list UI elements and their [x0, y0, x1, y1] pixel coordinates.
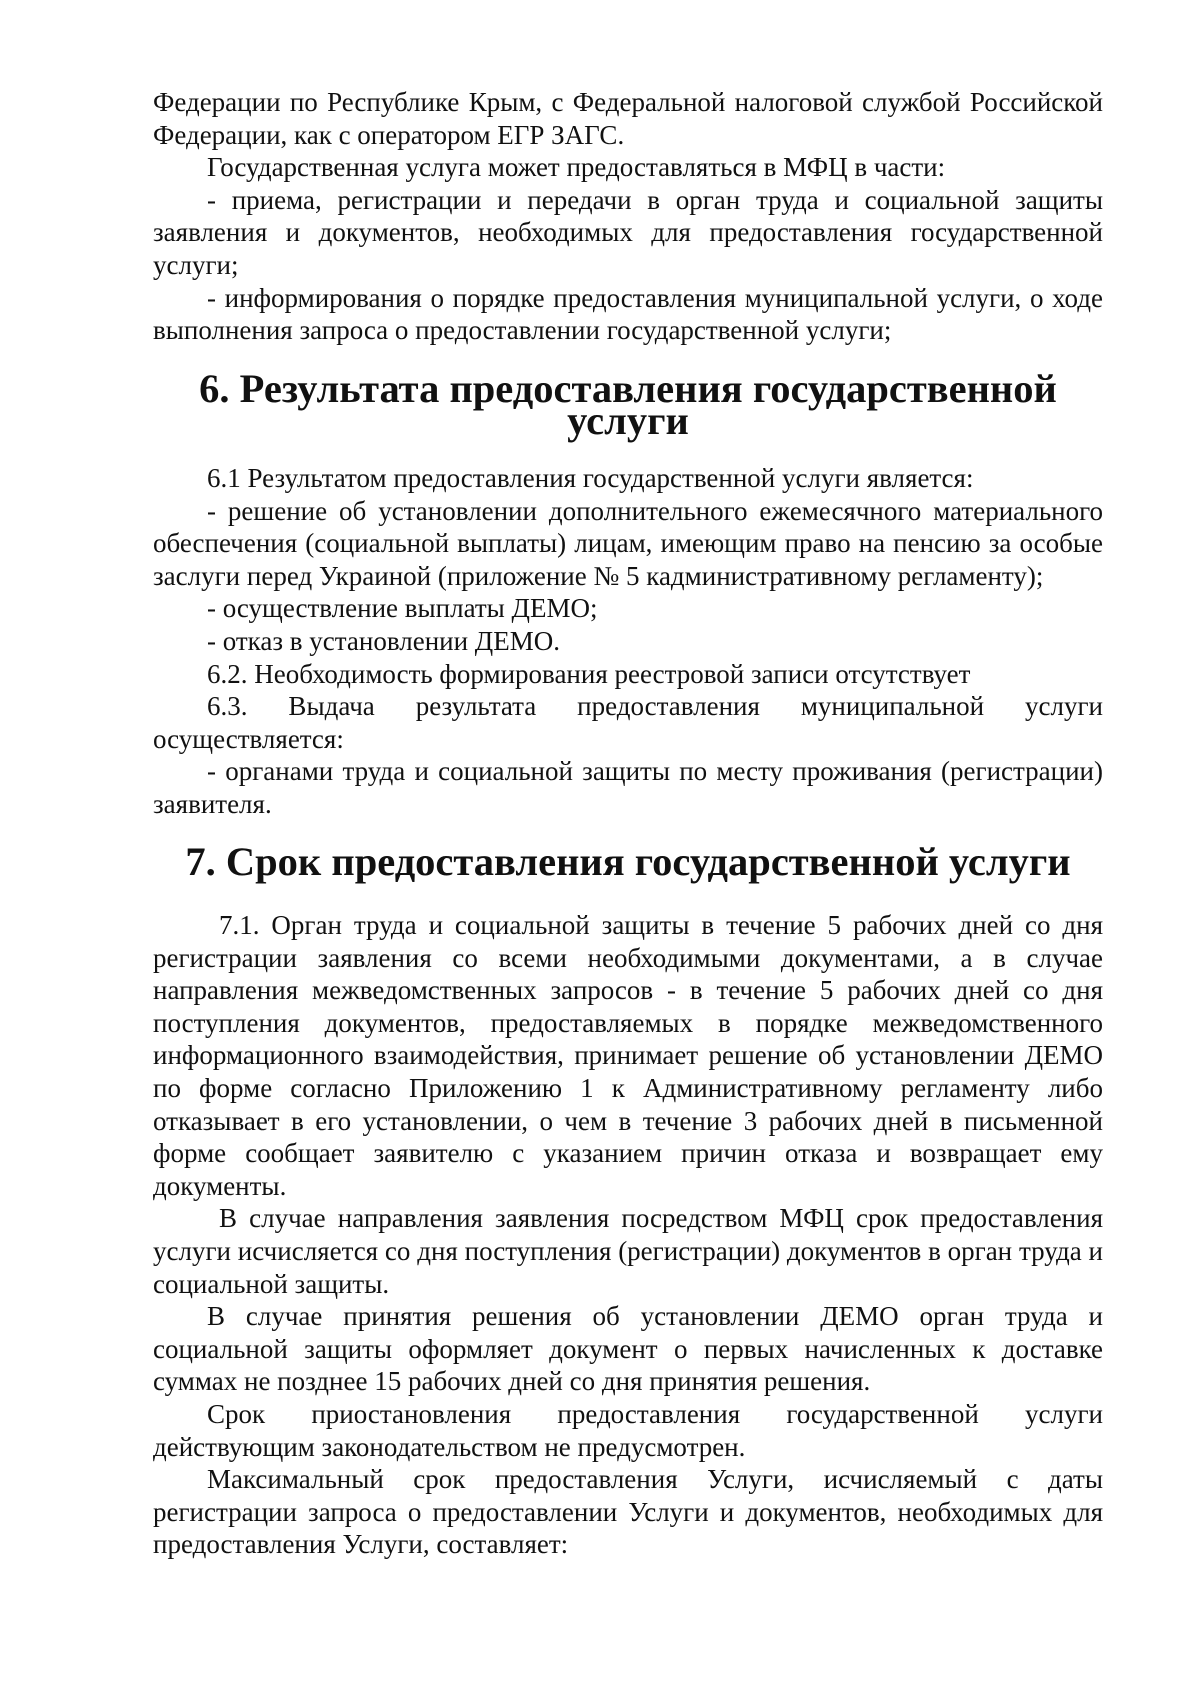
section-7-paragraph-1: 7.1. Орган труда и социальной защиты в течение 5 рабочих дней со дня регистрации заявления со всеми необходимыми документами, а в случае направления межведомственных запросов - в течение 5 рабочих дней со дня поступления документов, предоставляемых в порядке межведомственного информационного взаимодействия, принимает решение об установлении ДЕМО по форме согласно Приложению 1 к Административному регламенту либо отказывает в его установлении, о чем в течение 3 рабочих дней в письменной форме сообщает заявителю с указанием причин отказа и возвращает ему документы. [153, 910, 1103, 1201]
intro-paragraph-1: Федерации по Республике Крым, с Федеральной налоговой службой Российской Федерации, как с оператором ЕГР ЗАГС. [153, 87, 1103, 150]
intro-paragraph-4: - информирования о порядке предоставления муниципальной услуги, о ходе выполнения запроса о предоставлении государственной услуги; [153, 282, 1103, 346]
section-7-paragraph-3: В случае принятия решения об установлении ДЕМО орган труда и социальной защиты оформляет документ о первых начисленных к доставке суммах не позднее 15 рабочих дней со дня принятия решения. [153, 1301, 1103, 1397]
section-6-paragraph-7: - органами труда и социальной защиты по месту проживания (регистрации) заявителя. [153, 756, 1103, 819]
section-6-paragraph-4: - отказ в установлении ДЕМО. [207, 625, 560, 656]
section-6-paragraph-1: 6.1 Результатом предоставления государственной услуги является: [207, 462, 974, 493]
intro-paragraph-3: - приема, регистрации и передачи в орган труда и социальной защиты заявления и документов, необходимых для предоставления государственной услуги; [153, 184, 1103, 280]
section-6-paragraph-6: 6.3. Выдача результата предоставления муниципальной услуги осуществляется: [153, 691, 1103, 754]
section-6-paragraph-2: - решение об установлении дополнительного ежемесячного материального обеспечения (социальной выплаты) лицам, имеющим право на пенсию за особые заслуги перед Украиной (приложение № 5 кадминистративному регламенту); [153, 495, 1103, 591]
document-page [153, 86, 1103, 1561]
section-6-paragraph-3: - осуществление выплаты ДЕМО; [207, 593, 598, 624]
section-7-paragraph-2: В случае направления заявления посредством МФЦ срок предоставления услуги исчисляется со дня поступления (регистрации) документов в орган труда и социальной защиты. [153, 1203, 1103, 1299]
section-7-heading: 7. Срок предоставления государственной услуги [185, 839, 1071, 885]
intro-paragraph-2: Государственная услуга может предоставляться в МФЦ в части: [207, 152, 946, 183]
section-7-paragraph-5: Максимальный срок предоставления Услуги, исчисляемый с даты регистрации запроса о предоставлении Услуги и документов, необходимых для предоставления Услуги, составляет: [153, 1464, 1103, 1560]
section-7-paragraph-4: Срок приостановления предоставления государственной услуги действующим законодательством не предусмотрен. [153, 1398, 1103, 1462]
section-6-heading: 6. Результата предоставления государственной услуги [199, 365, 1057, 444]
section-6-paragraph-5: 6.2. Необходимость формирования реестровой записи отсутствует [207, 658, 971, 689]
